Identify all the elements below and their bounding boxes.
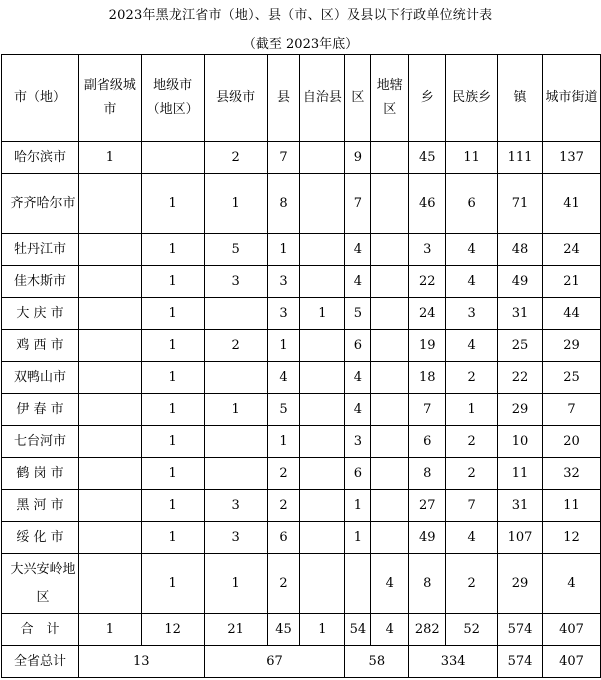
col-header-town: 镇: [498, 55, 543, 142]
cell-district: 4: [345, 362, 371, 394]
cell-county-city: 1: [204, 174, 267, 234]
table-row: [2, 490, 601, 522]
cell-ethnic-township: 2: [446, 554, 498, 614]
cell-township: 7: [409, 394, 446, 426]
row-name: 七台河市: [2, 426, 79, 458]
cell-ethnic-township: 7: [446, 490, 498, 522]
cell-county-city: 3: [204, 522, 267, 554]
grand-total-district-level: 58: [345, 646, 409, 678]
cell-autonomous: [300, 174, 345, 234]
cell-prefecture: 1: [141, 554, 204, 614]
cell-prefecture: 1: [141, 234, 204, 266]
cell-county-city: 3: [204, 266, 267, 298]
cell-area-district: 4: [371, 554, 409, 614]
col-header-subdistrict: 城市街道: [543, 55, 601, 142]
table-row: [2, 458, 601, 490]
cell-autonomous: [300, 142, 345, 174]
cell-township: 8: [409, 458, 446, 490]
cell-district: 1: [345, 522, 371, 554]
cell-prefecture: [141, 142, 204, 174]
cell-township: 27: [409, 490, 446, 522]
cell-county-city: 2: [204, 330, 267, 362]
col-header-township: 乡: [409, 55, 446, 142]
cell-county: 5: [267, 394, 300, 426]
cell-autonomous: [300, 394, 345, 426]
cell-township: 19: [409, 330, 446, 362]
total-sub-provincial: 1: [78, 614, 141, 646]
cell-area-district: [371, 330, 409, 362]
cell-ethnic-township: 11: [446, 142, 498, 174]
cell-area-district: [371, 458, 409, 490]
total-area-district: 4: [371, 614, 409, 646]
cell-ethnic-township: 4: [446, 330, 498, 362]
col-header-city: 市（地）: [2, 55, 79, 142]
cell-sub-provincial: [78, 298, 141, 330]
col-header-prefecture-city: 地级市（地区）: [141, 55, 204, 142]
cell-county-city: 1: [204, 394, 267, 426]
cell-sub-provincial: 1: [78, 142, 141, 174]
grand-total-town: 574: [498, 646, 543, 678]
cell-autonomous: [300, 266, 345, 298]
cell-sub-provincial: [78, 266, 141, 298]
cell-subdistrict: 20: [543, 426, 601, 458]
cell-sub-provincial: [78, 458, 141, 490]
table-row: [2, 554, 601, 614]
cell-township: 45: [409, 142, 446, 174]
cell-township: 46: [409, 174, 446, 234]
total-subdistrict: 407: [543, 614, 601, 646]
totals-label: 合 计: [2, 614, 79, 646]
total-township: 282: [409, 614, 446, 646]
col-header-autonomous-county: 自治县: [300, 55, 345, 142]
cell-county: 3: [267, 266, 300, 298]
cell-county-city: [204, 458, 267, 490]
cell-autonomous: [300, 362, 345, 394]
cell-ethnic-township: 4: [446, 234, 498, 266]
cell-town: 48: [498, 234, 543, 266]
cell-prefecture: 1: [141, 298, 204, 330]
cell-district: 4: [345, 234, 371, 266]
cell-sub-provincial: [78, 554, 141, 614]
total-prefecture: 12: [141, 614, 204, 646]
grand-total-row: [2, 646, 601, 678]
total-ethnic-township: 52: [446, 614, 498, 646]
cell-sub-provincial: [78, 490, 141, 522]
cell-county-city: [204, 298, 267, 330]
cell-subdistrict: 21: [543, 266, 601, 298]
cell-area-district: [371, 266, 409, 298]
cell-sub-provincial: [78, 426, 141, 458]
grand-total-subdistrict: 407: [543, 646, 601, 678]
table-row: [2, 142, 601, 174]
cell-county: 1: [267, 234, 300, 266]
cell-county-city: 3: [204, 490, 267, 522]
table-row: [2, 174, 601, 234]
cell-area-district: [371, 426, 409, 458]
cell-town: 31: [498, 490, 543, 522]
cell-subdistrict: 29: [543, 330, 601, 362]
cell-prefecture: 1: [141, 522, 204, 554]
cell-county: 4: [267, 362, 300, 394]
table-row: [2, 522, 601, 554]
cell-county-city: [204, 426, 267, 458]
table-row: [2, 234, 601, 266]
cell-ethnic-township: 4: [446, 266, 498, 298]
cell-autonomous: 1: [300, 298, 345, 330]
cell-town: 107: [498, 522, 543, 554]
table-title: 2023年黑龙江省市（地）、县（市、区）及县以下行政单位统计表: [108, 8, 493, 23]
cell-district: [345, 554, 371, 614]
cell-township: 6: [409, 426, 446, 458]
cell-area-district: [371, 490, 409, 522]
header-row: [2, 55, 601, 142]
table-row: [2, 394, 601, 426]
cell-town: 71: [498, 174, 543, 234]
col-header-ethnic-township: 民族乡: [446, 55, 498, 142]
cell-district: 5: [345, 298, 371, 330]
cell-county-city: 2: [204, 142, 267, 174]
cell-district: 4: [345, 394, 371, 426]
cell-prefecture: 1: [141, 362, 204, 394]
col-header-sub-provincial-city: 副省级城市: [78, 55, 141, 142]
cell-autonomous: [300, 490, 345, 522]
cell-autonomous: [300, 234, 345, 266]
cell-ethnic-township: 4: [446, 522, 498, 554]
cell-area-district: [371, 142, 409, 174]
cell-subdistrict: 4: [543, 554, 601, 614]
row-name: 齐齐哈尔市: [2, 174, 79, 234]
grand-total-prefecture-level: 13: [78, 646, 204, 678]
cell-subdistrict: 7: [543, 394, 601, 426]
table-row: [2, 330, 601, 362]
cell-county: 8: [267, 174, 300, 234]
cell-town: 31: [498, 298, 543, 330]
cell-town: 11: [498, 458, 543, 490]
cell-prefecture: 1: [141, 330, 204, 362]
cell-subdistrict: 44: [543, 298, 601, 330]
cell-area-district: [371, 394, 409, 426]
cell-township: 18: [409, 362, 446, 394]
cell-town: 22: [498, 362, 543, 394]
totals-row: [2, 614, 601, 646]
cell-county: 2: [267, 554, 300, 614]
cell-district: 9: [345, 142, 371, 174]
cell-county: 3: [267, 298, 300, 330]
cell-county: 2: [267, 458, 300, 490]
cell-town: 25: [498, 330, 543, 362]
cell-county-city: 1: [204, 554, 267, 614]
cell-subdistrict: 25: [543, 362, 601, 394]
cell-autonomous: [300, 426, 345, 458]
total-county-city: 21: [204, 614, 267, 646]
cell-town: 29: [498, 394, 543, 426]
cell-township: 49: [409, 522, 446, 554]
cell-township: 3: [409, 234, 446, 266]
admin-units-table: [1, 54, 601, 678]
total-county: 45: [267, 614, 300, 646]
total-district: 54: [345, 614, 371, 646]
cell-county-city: [204, 362, 267, 394]
cell-district: 3: [345, 426, 371, 458]
cell-area-district: [371, 174, 409, 234]
cell-prefecture: 1: [141, 266, 204, 298]
cell-sub-provincial: [78, 362, 141, 394]
cell-ethnic-township: 2: [446, 362, 498, 394]
cell-county: 7: [267, 142, 300, 174]
cell-district: 4: [345, 266, 371, 298]
row-name: 鹤 岗 市: [2, 458, 79, 490]
cell-county: 2: [267, 490, 300, 522]
cell-township: 24: [409, 298, 446, 330]
row-name: 黑 河 市: [2, 490, 79, 522]
cell-township: 22: [409, 266, 446, 298]
total-town: 574: [498, 614, 543, 646]
row-name: 哈尔滨市: [2, 142, 79, 174]
col-header-area-district: 地辖区: [371, 55, 409, 142]
cell-sub-provincial: [78, 234, 141, 266]
cell-autonomous: [300, 554, 345, 614]
cell-district: 7: [345, 174, 371, 234]
grand-total-county-level: 67: [204, 646, 345, 678]
table-row: [2, 266, 601, 298]
row-name: 大 庆 市: [2, 298, 79, 330]
cell-autonomous: [300, 522, 345, 554]
cell-ethnic-township: 1: [446, 394, 498, 426]
cell-area-district: [371, 298, 409, 330]
row-name: 伊 春 市: [2, 394, 79, 426]
table-row: [2, 298, 601, 330]
cell-subdistrict: 11: [543, 490, 601, 522]
cell-sub-provincial: [78, 522, 141, 554]
grand-total-township-level: 334: [409, 646, 498, 678]
cell-town: 10: [498, 426, 543, 458]
row-name: 绥 化 市: [2, 522, 79, 554]
cell-ethnic-township: 2: [446, 426, 498, 458]
row-name: 牡丹江市: [2, 234, 79, 266]
cell-subdistrict: 12: [543, 522, 601, 554]
cell-sub-provincial: [78, 174, 141, 234]
row-name: 双鸭山市: [2, 362, 79, 394]
cell-sub-provincial: [78, 394, 141, 426]
table-row: [2, 426, 601, 458]
cell-county: 1: [267, 426, 300, 458]
cell-town: 49: [498, 266, 543, 298]
cell-subdistrict: 137: [543, 142, 601, 174]
cell-town: 29: [498, 554, 543, 614]
total-autonomous: 1: [300, 614, 345, 646]
cell-subdistrict: 32: [543, 458, 601, 490]
cell-district: 6: [345, 330, 371, 362]
cell-county: 6: [267, 522, 300, 554]
col-header-district: 区: [345, 55, 371, 142]
cell-district: 6: [345, 458, 371, 490]
cell-area-district: [371, 362, 409, 394]
cell-area-district: [371, 522, 409, 554]
cell-subdistrict: 41: [543, 174, 601, 234]
table-subtitle: （截至 2023年底）: [242, 37, 359, 52]
cell-district: 1: [345, 490, 371, 522]
cell-autonomous: [300, 330, 345, 362]
cell-county-city: 5: [204, 234, 267, 266]
cell-prefecture: 1: [141, 394, 204, 426]
cell-ethnic-township: 6: [446, 174, 498, 234]
cell-town: 111: [498, 142, 543, 174]
col-header-county: 县: [267, 55, 300, 142]
cell-sub-provincial: [78, 330, 141, 362]
row-name: 鸡 西 市: [2, 330, 79, 362]
cell-prefecture: 1: [141, 426, 204, 458]
cell-area-district: [371, 234, 409, 266]
cell-county: 1: [267, 330, 300, 362]
grand-total-label: 全省总计: [2, 646, 79, 678]
row-name: 佳木斯市: [2, 266, 79, 298]
cell-subdistrict: 24: [543, 234, 601, 266]
cell-ethnic-township: 2: [446, 458, 498, 490]
cell-prefecture: 1: [141, 458, 204, 490]
table-row: [2, 362, 601, 394]
cell-township: 8: [409, 554, 446, 614]
cell-autonomous: [300, 458, 345, 490]
cell-prefecture: 1: [141, 490, 204, 522]
col-header-county-city: 县级市: [204, 55, 267, 142]
cell-prefecture: 1: [141, 174, 204, 234]
cell-ethnic-township: 3: [446, 298, 498, 330]
row-name: 大兴安岭地区: [2, 554, 79, 614]
